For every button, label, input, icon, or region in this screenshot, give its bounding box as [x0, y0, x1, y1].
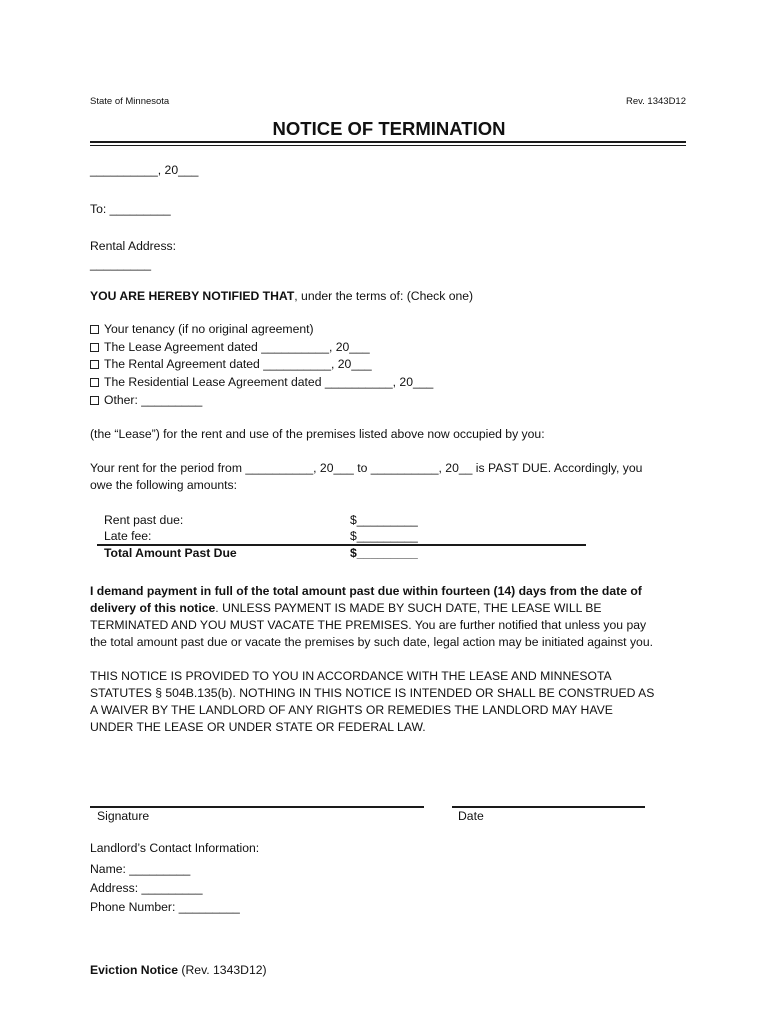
total-label: Total Amount Past Due — [104, 546, 237, 560]
demand-line-1: I demand payment in full of the total amount past due within fourteen (14) days from the date of — [90, 584, 642, 598]
notice-line — [90, 288, 473, 306]
rent-past-due-value: $_________ — [350, 513, 418, 527]
statute-line-2: STATUTES § 504B.135(b). NOTHING IN THIS NOTICE IS INTENDED OR SHALL BE CONSTRUED AS — [90, 686, 655, 700]
statute-line-1: THIS NOTICE IS PROVIDED TO YOU IN ACCORDANCE WITH THE LEASE AND MINNESOTA — [90, 669, 612, 683]
date-label: Date — [458, 809, 484, 823]
contact-address: Address: _________ — [90, 881, 203, 895]
title-rule-thick — [90, 141, 686, 143]
lease-line: (the “Lease”) for the rent and use of the premises listed above now occupied by you: — [90, 427, 545, 441]
rent-period-line-1: Your rent for the period from __________, 20___ to __________, 20__ is PAST DUE. Accordingly, you — [90, 461, 643, 475]
checkbox-icon[interactable] — [90, 378, 99, 387]
signature-label: Signature — [97, 809, 150, 823]
option-rental-agreement[interactable] — [90, 356, 372, 374]
contact-heading: Landlord’s Contact Information: — [90, 841, 260, 855]
option-lease-agreement[interactable] — [90, 339, 370, 357]
rent-past-due-label: Rent past due: — [104, 513, 184, 527]
contact-name: Name: _________ — [90, 862, 191, 876]
checkbox-icon[interactable] — [90, 396, 99, 405]
rental-address-blank: _________ — [90, 257, 152, 271]
notice-rest: , under the terms of: (Check one) — [294, 289, 474, 303]
option-label: Other: _________ — [104, 393, 203, 407]
rental-address-label: Rental Address: — [90, 239, 177, 253]
revision-label: Rev. 1343D12 — [625, 96, 686, 107]
late-fee-value: $_________ — [350, 529, 418, 543]
statute-line-4: UNDER THE LEASE OR UNDER STATE OR FEDERAL LAW. — [90, 720, 426, 734]
footer — [90, 962, 267, 980]
demand-line-2-rest: . UNLESS PAYMENT IS MADE BY SUCH DATE, THE LEASE WILL BE — [215, 601, 602, 615]
demand-line-3: TERMINATED AND YOU MUST VACATE THE PREMISES. You are further notified that unless you pay — [90, 618, 647, 632]
option-other[interactable] — [90, 392, 202, 410]
demand-delivery-bold: delivery of this notice — [90, 601, 216, 615]
option-residential-lease[interactable] — [90, 374, 433, 392]
option-label: The Lease Agreement dated __________, 20___ — [104, 340, 370, 354]
notice-bold: YOU ARE HEREBY NOTIFIED THAT — [90, 289, 295, 303]
footer-bold: Eviction Notice — [90, 963, 179, 977]
total-value: $_________ — [350, 546, 418, 560]
checkbox-icon[interactable] — [90, 343, 99, 352]
rent-period-line-2: owe the following amounts: — [90, 478, 238, 492]
contact-phone: Phone Number: _________ — [90, 900, 240, 914]
statute-line-3: A WAIVER BY THE LANDLORD OF ANY RIGHTS OR REMEDIES THE LANDLORD MAY HAVE — [90, 703, 613, 717]
option-label: The Residential Lease Agreement dated __________, 20___ — [104, 375, 434, 389]
title-rule-thin — [90, 145, 686, 146]
footer-rest: (Rev. 1343D12) — [178, 963, 267, 977]
checkbox-icon[interactable] — [90, 325, 99, 334]
document-title: NOTICE OF TERMINATION — [272, 118, 506, 139]
demand-line-4: the total amount past due or vacate the premises by such date, legal action may be initiated against you. — [90, 635, 653, 649]
late-fee-label: Late fee: — [104, 529, 152, 543]
to-line: To: _________ — [90, 202, 171, 216]
option-tenancy[interactable] — [90, 321, 314, 339]
state-label: State of Minnesota — [90, 96, 170, 107]
date-line: __________, 20___ — [90, 163, 199, 177]
option-label: Your tenancy (if no original agreement) — [104, 322, 314, 336]
checkbox-icon[interactable] — [90, 360, 99, 369]
option-label: The Rental Agreement dated __________, 20___ — [104, 357, 372, 371]
demand-line-2 — [90, 600, 602, 618]
